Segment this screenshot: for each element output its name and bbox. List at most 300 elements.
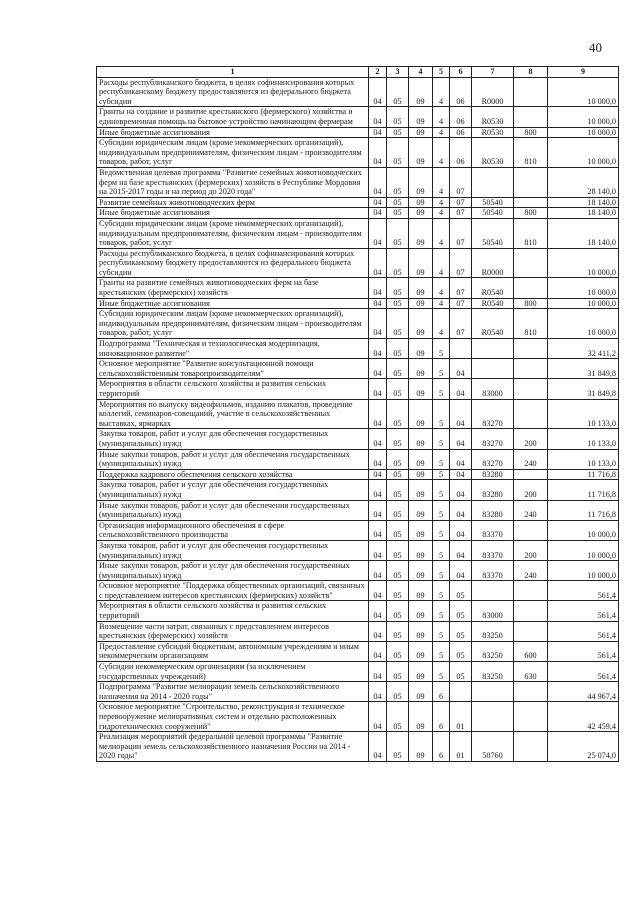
code-cell: 05 [387, 732, 409, 762]
code-cell: 4 [433, 248, 450, 278]
code-cell: 09 [409, 662, 433, 682]
code-cell: 240 [514, 449, 548, 469]
code-cell: 09 [409, 581, 433, 601]
amount-cell: 561,4 [548, 621, 619, 641]
code-cell: 09 [409, 167, 433, 197]
code-cell: 09 [409, 359, 433, 379]
column-header: 9 [548, 67, 619, 78]
code-cell: R0530 [472, 127, 514, 138]
code-cell: 04 [369, 429, 387, 449]
code-cell: 04 [369, 107, 387, 127]
amount-cell: 10 000,0 [548, 138, 619, 168]
code-cell: 06 [450, 77, 472, 107]
amount-cell: 11 716,8 [548, 500, 619, 520]
code-cell: 05 [387, 429, 409, 449]
row-name-cell: Субсидии некоммерческим организациям (за исключением государственных учреждений) [97, 662, 369, 682]
table-row [97, 621, 619, 641]
amount-cell: 10 133,0 [548, 399, 619, 429]
code-cell: 05 [387, 399, 409, 429]
code-cell: 05 [387, 621, 409, 641]
code-cell: 810 [514, 218, 548, 248]
code-cell: 4 [433, 107, 450, 127]
table-row [97, 208, 619, 219]
row-name-cell: Закупка товаров, работ и услуг для обеспечения государственных (муниципальных) нужд [97, 429, 369, 449]
code-cell: 5 [433, 662, 450, 682]
amount-cell: 10 000,0 [548, 520, 619, 540]
code-cell [472, 167, 514, 197]
code-cell: 09 [409, 520, 433, 540]
code-cell [514, 197, 548, 208]
row-name-cell: Иные бюджетные ассигнования [97, 298, 369, 309]
code-cell: 05 [387, 197, 409, 208]
code-cell: 83250 [472, 662, 514, 682]
code-cell [472, 682, 514, 702]
code-cell: 5 [433, 359, 450, 379]
code-cell: 810 [514, 138, 548, 168]
code-cell: 09 [409, 248, 433, 278]
code-cell: 5 [433, 469, 450, 480]
table-row [97, 469, 619, 480]
page-number: 40 [589, 40, 602, 55]
code-cell: 09 [409, 702, 433, 732]
amount-cell: 44 967,4 [548, 682, 619, 702]
code-cell: 05 [450, 581, 472, 601]
code-cell: 5 [433, 379, 450, 399]
code-cell: 07 [450, 298, 472, 309]
table-row [97, 702, 619, 732]
code-cell: 01 [450, 702, 472, 732]
amount-cell: 32 411,2 [548, 339, 619, 359]
code-cell: 04 [450, 429, 472, 449]
code-cell: 05 [387, 298, 409, 309]
code-cell: R0530 [472, 138, 514, 168]
row-name-cell: Иные закупки товаров, работ и услуг для обеспечения государственных (муниципальных) нужд [97, 561, 369, 581]
code-cell: 05 [387, 641, 409, 661]
code-cell: 05 [450, 621, 472, 641]
code-cell: 4 [433, 138, 450, 168]
code-cell: 83370 [472, 520, 514, 540]
column-header: 5 [433, 67, 450, 78]
code-cell: 09 [409, 732, 433, 762]
code-cell: 05 [387, 500, 409, 520]
code-cell [472, 359, 514, 379]
code-cell: 83270 [472, 429, 514, 449]
code-cell: 4 [433, 208, 450, 219]
code-cell: 05 [387, 702, 409, 732]
code-cell: 04 [369, 621, 387, 641]
table-row [97, 662, 619, 682]
code-cell: 04 [369, 520, 387, 540]
code-cell: 09 [409, 379, 433, 399]
code-cell: 83280 [472, 469, 514, 480]
code-cell: 83270 [472, 399, 514, 429]
code-cell: 04 [369, 379, 387, 399]
row-name-cell: Подпрограмма "Развитие мелиорации земель сельскохозяйственного назначения на 2014 - 2020 годы" [97, 682, 369, 702]
code-cell: 06 [450, 138, 472, 168]
code-cell: 5 [433, 449, 450, 469]
code-cell: 83280 [472, 500, 514, 520]
code-cell: 09 [409, 218, 433, 248]
code-cell: 09 [409, 309, 433, 339]
code-cell: 05 [387, 278, 409, 298]
row-name-cell: Мероприятия по выпуску видеофильмов, изданию плакатов, проведение коллегий, семинаров-совещаний, участие в сельскохозяйственных выставках, ярмарках [97, 399, 369, 429]
code-cell: 07 [450, 278, 472, 298]
code-cell [514, 399, 548, 429]
code-cell: 83270 [472, 449, 514, 469]
code-cell: 04 [369, 561, 387, 581]
code-cell: 5 [433, 561, 450, 581]
table-row [97, 601, 619, 621]
code-cell: 240 [514, 561, 548, 581]
table-row [97, 309, 619, 339]
code-cell: 04 [369, 208, 387, 219]
row-name-cell: Иные закупки товаров, работ и услуг для обеспечения государственных (муниципальных) нужд [97, 500, 369, 520]
table-row [97, 500, 619, 520]
table-row [97, 77, 619, 107]
code-cell: 04 [450, 520, 472, 540]
code-cell: 5 [433, 601, 450, 621]
code-cell: R0530 [472, 107, 514, 127]
code-cell: 83370 [472, 561, 514, 581]
code-cell: 200 [514, 429, 548, 449]
code-cell: 83250 [472, 641, 514, 661]
amount-cell: 42 459,4 [548, 702, 619, 732]
table-row [97, 379, 619, 399]
code-cell: 4 [433, 218, 450, 248]
code-cell: 04 [369, 138, 387, 168]
code-cell [472, 339, 514, 359]
amount-cell: 10 133,0 [548, 429, 619, 449]
table-row [97, 218, 619, 248]
code-cell: 04 [369, 601, 387, 621]
code-cell: 09 [409, 107, 433, 127]
code-cell [514, 732, 548, 762]
table-row [97, 399, 619, 429]
code-cell: 630 [514, 662, 548, 682]
code-cell: 09 [409, 601, 433, 621]
table-row [97, 339, 619, 359]
amount-cell: 561,4 [548, 641, 619, 661]
code-cell [514, 248, 548, 278]
code-cell [514, 339, 548, 359]
amount-cell: 10 133,0 [548, 449, 619, 469]
code-cell: 5 [433, 581, 450, 601]
code-cell: R0000 [472, 248, 514, 278]
code-cell: 4 [433, 298, 450, 309]
code-cell: 04 [450, 500, 472, 520]
code-cell: 05 [387, 138, 409, 168]
code-cell: 04 [369, 500, 387, 520]
row-name-cell: Гранты на создание и развитие крестьянского (фермерского) хозяйства и единовременная помощь на бытовое устройство начинающим фермерам [97, 107, 369, 127]
code-cell: 09 [409, 500, 433, 520]
table-body [97, 77, 619, 761]
code-cell: 05 [387, 248, 409, 278]
code-cell [514, 359, 548, 379]
amount-cell: 11 716,8 [548, 469, 619, 480]
code-cell: R0000 [472, 77, 514, 107]
code-cell: 04 [369, 197, 387, 208]
row-name-cell: Иные закупки товаров, работ и услуг для обеспечения государственных (муниципальных) нужд [97, 449, 369, 469]
code-cell: 5 [433, 621, 450, 641]
code-cell: 04 [369, 480, 387, 500]
code-cell [514, 581, 548, 601]
code-cell: 04 [369, 77, 387, 107]
code-cell [472, 702, 514, 732]
row-name-cell: Субсидии юридическим лицам (кроме некоммерческих организаций), индивидуальным предпринимателям, физическим лицам - производителям товаров, работ, услуг [97, 218, 369, 248]
code-cell: 09 [409, 621, 433, 641]
code-cell [514, 379, 548, 399]
amount-cell: 561,4 [548, 662, 619, 682]
column-header: 8 [514, 67, 548, 78]
code-cell: 83370 [472, 540, 514, 560]
code-cell: 04 [450, 561, 472, 581]
code-cell: 07 [450, 309, 472, 339]
column-header: 4 [409, 67, 433, 78]
amount-cell: 10 000,0 [548, 127, 619, 138]
code-cell: 200 [514, 480, 548, 500]
amount-cell: 10 000,0 [548, 540, 619, 560]
amount-cell: 31 849,8 [548, 379, 619, 399]
code-cell: R0540 [472, 278, 514, 298]
code-cell: 04 [369, 298, 387, 309]
code-cell: 800 [514, 298, 548, 309]
code-cell: 800 [514, 127, 548, 138]
code-cell: 4 [433, 127, 450, 138]
code-cell: 04 [369, 248, 387, 278]
code-cell [514, 469, 548, 480]
amount-cell: 10 000,0 [548, 248, 619, 278]
amount-cell: 10 000,0 [548, 298, 619, 309]
row-name-cell: Иные бюджетные ассигнования [97, 127, 369, 138]
row-name-cell: Поддержка кадрового обеспечения сельского хозяйства [97, 469, 369, 480]
code-cell: 810 [514, 309, 548, 339]
code-cell: 04 [369, 540, 387, 560]
row-name-cell: Основное мероприятие "Строительство, реконструкция и техническое перевооружение мелиоративных систем и отдельно расположенных гидротехнических сооружений" [97, 702, 369, 732]
code-cell: 5 [433, 500, 450, 520]
row-name-cell: Субсидии юридическим лицам (кроме некоммерческих организаций), индивидуальным предпринимателям, физическим лицам - производителям товаров, работ, услуг [97, 309, 369, 339]
code-cell: 04 [450, 449, 472, 469]
code-cell: 09 [409, 641, 433, 661]
code-cell: 5 [433, 480, 450, 500]
code-cell [514, 77, 548, 107]
code-cell: 05 [387, 601, 409, 621]
code-cell: 05 [387, 167, 409, 197]
column-header: 6 [450, 67, 472, 78]
code-cell: 800 [514, 208, 548, 219]
amount-cell: 10 000,0 [548, 278, 619, 298]
code-cell: 4 [433, 167, 450, 197]
row-name-cell: Организация информационного обеспечения в сфере сельскохозяйственного производства [97, 520, 369, 540]
code-cell: 50540 [472, 208, 514, 219]
amount-cell: 18 140,0 [548, 218, 619, 248]
amount-cell: 561,4 [548, 581, 619, 601]
amount-cell: 10 000,0 [548, 309, 619, 339]
table-row [97, 248, 619, 278]
code-cell: 05 [450, 662, 472, 682]
table-row [97, 359, 619, 379]
amount-cell: 25 074,0 [548, 732, 619, 762]
code-cell: 05 [387, 379, 409, 399]
amount-cell: 10 000,0 [548, 561, 619, 581]
code-cell [514, 682, 548, 702]
code-cell: 01 [450, 732, 472, 762]
code-cell [514, 278, 548, 298]
code-cell [514, 107, 548, 127]
table-row [97, 732, 619, 762]
amount-cell: 561,4 [548, 601, 619, 621]
code-cell: 05 [450, 641, 472, 661]
code-cell: 4 [433, 309, 450, 339]
table-row [97, 138, 619, 168]
row-name-cell: Закупка товаров, работ и услуг для обеспечения государственных (муниципальных) нужд [97, 480, 369, 500]
table-row [97, 540, 619, 560]
code-cell: 09 [409, 682, 433, 702]
code-cell: 04 [369, 278, 387, 298]
row-name-cell: Гранты на развитие семейных животноводческих ферм на базе крестьянских (фермерских) хозяйств [97, 278, 369, 298]
code-cell: 240 [514, 500, 548, 520]
code-cell: 09 [409, 480, 433, 500]
row-name-cell: Основное мероприятие "Поддержка общественных организаций, связанных с представлением интересов крестьянских (фермерских) хозяйств" [97, 581, 369, 601]
row-name-cell: Реализация мероприятий федеральной целевой программы "Развитие мелиорации земель сельскохозяйственного назначения России на 2014 - 2020 годы" [97, 732, 369, 762]
code-cell: 04 [369, 449, 387, 469]
code-cell [450, 339, 472, 359]
table-row [97, 581, 619, 601]
table-row [97, 107, 619, 127]
code-cell: 09 [409, 399, 433, 429]
code-cell: 05 [387, 662, 409, 682]
code-cell: 04 [369, 469, 387, 480]
code-cell: 5 [433, 339, 450, 359]
code-cell: 6 [433, 682, 450, 702]
code-cell: 6 [433, 732, 450, 762]
code-cell: 09 [409, 197, 433, 208]
column-header: 1 [97, 67, 369, 78]
code-cell: 05 [387, 540, 409, 560]
code-cell: 05 [387, 682, 409, 702]
row-name-cell: Иные бюджетные ассигнования [97, 208, 369, 219]
code-cell: 50540 [472, 218, 514, 248]
code-cell: 07 [450, 218, 472, 248]
row-name-cell: Подпрограмма "Техническая и технологическая модернизация, инновационное развитие" [97, 339, 369, 359]
table-row [97, 167, 619, 197]
code-cell: 04 [369, 167, 387, 197]
code-cell: 200 [514, 540, 548, 560]
table-row [97, 480, 619, 500]
column-header: 2 [369, 67, 387, 78]
row-name-cell: Ведомственная целевая программа "Развитие семейных животноводческих ферм на базе крестьянских (фермерских) хозяйств в Республике Мордовия на 2015-2017 годы и на период до 2020 года" [97, 167, 369, 197]
table-row [97, 429, 619, 449]
amount-cell: 28 140,0 [548, 167, 619, 197]
code-cell: 09 [409, 429, 433, 449]
code-cell: 50760 [472, 732, 514, 762]
table-header-row [97, 67, 619, 78]
amount-cell: 18 140,0 [548, 208, 619, 219]
table-row [97, 520, 619, 540]
code-cell: 4 [433, 77, 450, 107]
code-cell [514, 520, 548, 540]
code-cell: 04 [369, 399, 387, 429]
code-cell: 09 [409, 298, 433, 309]
amount-cell: 18 140,0 [548, 197, 619, 208]
code-cell: 4 [433, 197, 450, 208]
code-cell [514, 702, 548, 732]
budget-table [96, 66, 619, 762]
code-cell: 05 [387, 469, 409, 480]
code-cell: 05 [387, 107, 409, 127]
code-cell: 04 [369, 127, 387, 138]
table-row [97, 298, 619, 309]
code-cell: 04 [369, 682, 387, 702]
table-row [97, 127, 619, 138]
code-cell: 07 [450, 248, 472, 278]
code-cell: 04 [450, 469, 472, 480]
code-cell: 09 [409, 127, 433, 138]
row-name-cell: Мероприятия в области сельского хозяйства и развития сельских территорий [97, 601, 369, 621]
code-cell: 04 [369, 581, 387, 601]
code-cell [450, 682, 472, 702]
code-cell: 5 [433, 520, 450, 540]
code-cell: 50540 [472, 197, 514, 208]
code-cell: 83250 [472, 621, 514, 641]
code-cell: 04 [369, 218, 387, 248]
code-cell: 83000 [472, 601, 514, 621]
amount-cell: 10 000,0 [548, 107, 619, 127]
column-header: 3 [387, 67, 409, 78]
row-name-cell: Предоставление субсидий бюджетным, автономным учреждениям и иным некоммерческим организациям [97, 641, 369, 661]
code-cell: 04 [369, 732, 387, 762]
code-cell: 04 [369, 641, 387, 661]
code-cell: 05 [387, 309, 409, 339]
code-cell: 05 [387, 127, 409, 138]
code-cell: 04 [369, 702, 387, 732]
code-cell: 04 [450, 399, 472, 429]
table-row [97, 449, 619, 469]
row-name-cell: Основное мероприятие "Развитие консультационной помощи сельскохозяйственным товаропроизводителям" [97, 359, 369, 379]
table-row [97, 682, 619, 702]
row-name-cell: Мероприятия в области сельского хозяйства и развития сельских территорий [97, 379, 369, 399]
code-cell: 09 [409, 77, 433, 107]
code-cell: 04 [450, 379, 472, 399]
code-cell: 05 [387, 359, 409, 379]
row-name-cell: Возмещение части затрат, связанных с представлением интересов крестьянских (фермерских) хозяйств [97, 621, 369, 641]
code-cell: 09 [409, 339, 433, 359]
code-cell: R0540 [472, 309, 514, 339]
code-cell: 04 [369, 339, 387, 359]
code-cell: 09 [409, 561, 433, 581]
code-cell: 6 [433, 702, 450, 732]
code-cell: 09 [409, 449, 433, 469]
row-name-cell: Закупка товаров, работ и услуг для обеспечения государственных (муниципальных) нужд [97, 540, 369, 560]
table-row [97, 561, 619, 581]
code-cell [514, 601, 548, 621]
code-cell: 05 [450, 601, 472, 621]
code-cell: 05 [387, 480, 409, 500]
code-cell: 06 [450, 107, 472, 127]
code-cell: 05 [387, 561, 409, 581]
code-cell: 83280 [472, 480, 514, 500]
code-cell: 05 [387, 218, 409, 248]
code-cell: 04 [450, 540, 472, 560]
code-cell: 05 [387, 520, 409, 540]
row-name-cell: Расходы республиканского бюджета, в целях софинансирования которых республиканскому бюджету предоставляются из федерального бюджета субсидии [97, 77, 369, 107]
column-header: 7 [472, 67, 514, 78]
row-name-cell: Расходы республиканского бюджета, в целях софинансирования которых республиканскому бюджету предоставляются из федерального бюджета субсидии [97, 248, 369, 278]
code-cell: 09 [409, 469, 433, 480]
code-cell: 07 [450, 167, 472, 197]
code-cell: 09 [409, 138, 433, 168]
code-cell: 04 [369, 359, 387, 379]
code-cell: 09 [409, 208, 433, 219]
